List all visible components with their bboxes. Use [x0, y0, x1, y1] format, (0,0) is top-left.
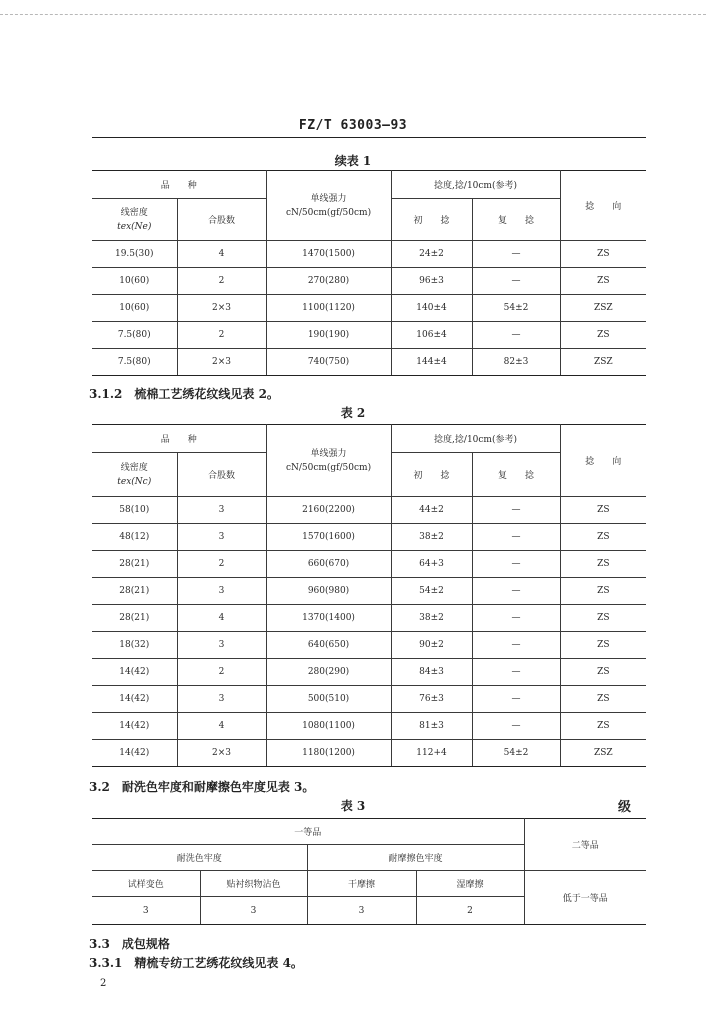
direction-cell: ZS [560, 268, 646, 295]
strength-cell: 2160(2200) [266, 497, 391, 524]
first-twist-cell: 76±3 [391, 686, 472, 713]
first-twist-cell: 54±2 [391, 578, 472, 605]
first-twist-cell: 38±2 [391, 524, 472, 551]
strength-cell: 960(980) [266, 578, 391, 605]
strength-cell: 1470(1500) [266, 241, 391, 268]
first-twist-cell: 96±3 [391, 268, 472, 295]
para-3-3: 3.3 成包规格 [89, 937, 170, 951]
table-row [92, 578, 646, 605]
table2 [92, 424, 646, 767]
strength-cell: 1180(1200) [266, 740, 391, 767]
direction-cell: ZS [560, 659, 646, 686]
table1-head-strength [266, 171, 391, 241]
table3-head-second-grade: 二等品 [524, 819, 646, 871]
second-twist-cell: 82±3 [472, 349, 560, 376]
density-cell: 28(21) [92, 605, 177, 632]
table1-head-direction: 捻 向 [560, 171, 646, 241]
table-row [92, 686, 646, 713]
density-cell: 58(10) [92, 497, 177, 524]
direction-cell: ZS [560, 713, 646, 740]
second-twist-cell: — [472, 241, 560, 268]
table1-head-twist: 捻度,捻/10cm(参考) [391, 171, 560, 199]
table3-head-rub: 耐摩擦色牢度 [307, 845, 524, 871]
table-row [92, 713, 646, 740]
density-cell: 28(21) [92, 578, 177, 605]
table3-unit: 级 [618, 800, 632, 815]
ply-cell: 2 [177, 268, 266, 295]
para-3-3-1: 3.3.1 精梳专纺工艺绣花纹线见表 4。 [89, 956, 303, 970]
second-twist-cell: — [472, 605, 560, 632]
strength-cell: 1370(1400) [266, 605, 391, 632]
density-cell: 7.5(80) [92, 349, 177, 376]
second-twist-cell: — [472, 713, 560, 740]
direction-cell: ZS [560, 551, 646, 578]
first-twist-cell: 112+4 [391, 740, 472, 767]
second-twist-cell: — [472, 578, 560, 605]
first-twist-cell: 84±3 [391, 659, 472, 686]
table1-head-density [92, 199, 177, 241]
table-row [92, 659, 646, 686]
direction-cell: ZS [560, 524, 646, 551]
direction-cell: ZSZ [560, 295, 646, 322]
table1-head-first-twist: 初 捻 [391, 199, 472, 241]
second-twist-cell: — [472, 322, 560, 349]
header-rule [92, 137, 646, 138]
ply-cell: 4 [177, 241, 266, 268]
ply-cell: 3 [177, 632, 266, 659]
table2-head-twist: 捻度,捻/10cm(参考) [391, 425, 560, 453]
table-row [92, 551, 646, 578]
strength-cell: 1080(1100) [266, 713, 391, 740]
strength-cell: 1100(1120) [266, 295, 391, 322]
ply-cell: 2×3 [177, 295, 266, 322]
staining-cell: 3 [200, 897, 307, 925]
first-twist-cell: 44±2 [391, 497, 472, 524]
table3-head-staining: 贴衬织物沾色 [200, 871, 307, 897]
strength-cell: 280(290) [266, 659, 391, 686]
strength-cell: 190(190) [266, 322, 391, 349]
table2-head-density-unit: tex(Nc) [117, 476, 152, 487]
direction-cell: ZS [560, 578, 646, 605]
second-twist-cell: — [472, 551, 560, 578]
second-twist-cell: — [472, 686, 560, 713]
second-twist-cell: — [472, 497, 560, 524]
first-twist-cell: 81±3 [391, 713, 472, 740]
second-twist-cell: — [472, 524, 560, 551]
table2-head-direction: 捻 向 [560, 425, 646, 497]
density-cell: 28(21) [92, 551, 177, 578]
table-row [92, 524, 646, 551]
table2-head-density [92, 453, 177, 497]
direction-cell: ZS [560, 241, 646, 268]
table1-head-density-label: 线密度 [120, 207, 148, 218]
scan-edge-line [0, 14, 706, 15]
direction-cell: ZS [560, 322, 646, 349]
ply-cell: 2 [177, 551, 266, 578]
para-3-2: 3.2 耐洗色牢度和耐摩擦色牢度见表 3。 [89, 780, 315, 794]
strength-cell: 500(510) [266, 686, 391, 713]
density-cell: 7.5(80) [92, 322, 177, 349]
second-twist-cell: 54±2 [472, 295, 560, 322]
table1-head-second-twist: 复 捻 [472, 199, 560, 241]
table3-head-dry-rub: 干摩擦 [307, 871, 416, 897]
direction-cell: ZS [560, 497, 646, 524]
table1 [92, 170, 646, 376]
table-row [92, 349, 646, 376]
shade-change-cell: 3 [92, 897, 200, 925]
second-twist-cell: 54±2 [472, 740, 560, 767]
table-row [92, 241, 646, 268]
table1-head-variety: 品 种 [92, 171, 266, 199]
density-cell: 10(60) [92, 268, 177, 295]
wet-rub-cell: 2 [416, 897, 524, 925]
ply-cell: 2×3 [177, 740, 266, 767]
table-row [92, 322, 646, 349]
table3-second-grade-value: 低于一等品 [524, 871, 646, 925]
ply-cell: 2×3 [177, 349, 266, 376]
table3-caption: 表 3 [340, 799, 366, 813]
density-cell: 19.5(30) [92, 241, 177, 268]
direction-cell: ZSZ [560, 740, 646, 767]
table2-head-strength [266, 425, 391, 497]
table-row [92, 295, 646, 322]
table1-head-strength-unit: cN/50cm(gf/50cm) [285, 207, 372, 218]
strength-cell: 1570(1600) [266, 524, 391, 551]
table3-head-wet-rub: 湿摩擦 [416, 871, 524, 897]
ply-cell: 4 [177, 605, 266, 632]
density-cell: 18(32) [92, 632, 177, 659]
first-twist-cell: 38±2 [391, 605, 472, 632]
table1-caption: 续表 1 [334, 154, 372, 168]
strength-cell: 740(750) [266, 349, 391, 376]
density-cell: 48(12) [92, 524, 177, 551]
table3-head-first-grade: 一等品 [92, 819, 524, 845]
page-number: 2 [100, 978, 107, 989]
table2-head-strength-unit: cN/50cm(gf/50cm) [285, 462, 372, 473]
first-twist-cell: 144±4 [391, 349, 472, 376]
density-cell: 14(42) [92, 686, 177, 713]
table2-head-ply: 合股数 [177, 453, 266, 497]
second-twist-cell: — [472, 268, 560, 295]
ply-cell: 3 [177, 497, 266, 524]
second-twist-cell: — [472, 659, 560, 686]
ply-cell: 4 [177, 713, 266, 740]
direction-cell: ZS [560, 686, 646, 713]
density-cell: 10(60) [92, 295, 177, 322]
table-row [92, 605, 646, 632]
density-cell: 14(42) [92, 740, 177, 767]
table2-head-second-twist: 复 捻 [472, 453, 560, 497]
table-row [92, 268, 646, 295]
strength-cell: 640(650) [266, 632, 391, 659]
first-twist-cell: 106±4 [391, 322, 472, 349]
first-twist-cell: 90±2 [391, 632, 472, 659]
direction-cell: ZS [560, 632, 646, 659]
para-3-1-2: 3.1.2 梳棉工艺绣花纹线见表 2。 [89, 387, 279, 401]
table1-head-ply: 合股数 [177, 199, 266, 241]
dry-rub-cell: 3 [307, 897, 416, 925]
density-cell: 14(42) [92, 713, 177, 740]
ply-cell: 2 [177, 322, 266, 349]
strength-cell: 660(670) [266, 551, 391, 578]
table2-head-density-label: 线密度 [120, 462, 148, 473]
table1-head-density-unit: tex(Ne) [117, 221, 152, 232]
second-twist-cell: — [472, 632, 560, 659]
table3-head-wash: 耐洗色牢度 [92, 845, 307, 871]
table2-caption: 表 2 [340, 406, 366, 420]
table1-head-strength-label: 单线强力 [310, 193, 347, 204]
table2-head-variety: 品 种 [92, 425, 266, 453]
ply-cell: 2 [177, 659, 266, 686]
first-twist-cell: 24±2 [391, 241, 472, 268]
density-cell: 14(42) [92, 659, 177, 686]
table-row [92, 497, 646, 524]
first-twist-cell: 140±4 [391, 295, 472, 322]
table-row [92, 632, 646, 659]
ply-cell: 3 [177, 578, 266, 605]
direction-cell: ZS [560, 605, 646, 632]
ply-cell: 3 [177, 686, 266, 713]
first-twist-cell: 64+3 [391, 551, 472, 578]
table2-head-first-twist: 初 捻 [391, 453, 472, 497]
ply-cell: 3 [177, 524, 266, 551]
table3 [92, 818, 646, 925]
table2-head-strength-label: 单线强力 [310, 448, 347, 459]
direction-cell: ZSZ [560, 349, 646, 376]
table3-head-shade-change: 试样变色 [92, 871, 200, 897]
strength-cell: 270(280) [266, 268, 391, 295]
standard-code: FZ/T 63003—93 [298, 118, 408, 133]
table-row [92, 740, 646, 767]
